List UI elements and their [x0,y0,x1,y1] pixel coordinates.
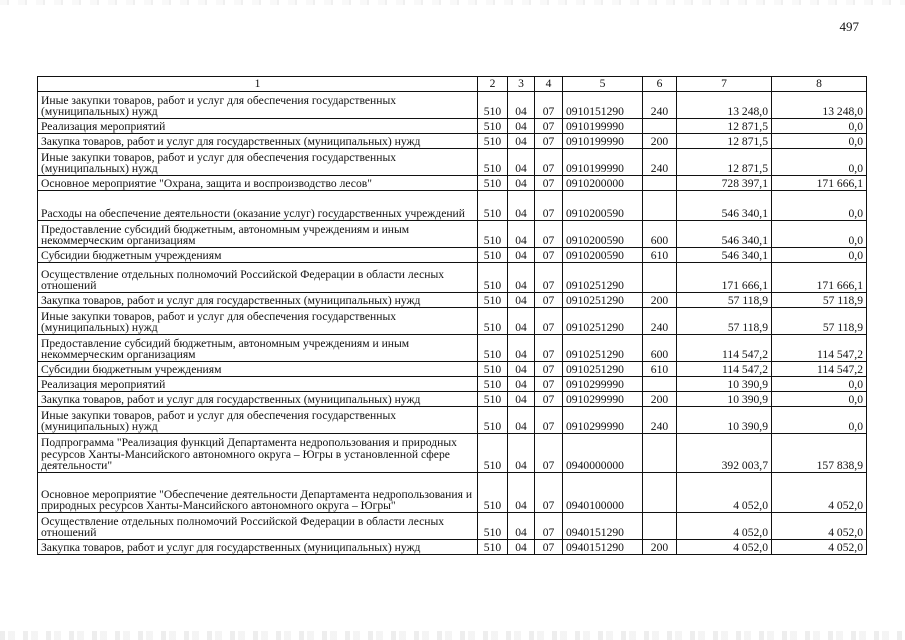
expense-type-cell: 610 [643,362,677,377]
table-row [38,513,867,540]
section-code-cell: 04 [508,473,535,513]
section-code-cell: 04 [508,407,535,434]
row-name-cell: Закупка товаров, работ и услуг для государственных (муниципальных) нужд [38,293,478,308]
table-row [38,119,867,134]
expense-type-cell: 240 [643,92,677,119]
amount-8-cell: 57 118,9 [772,293,867,308]
column-header-amount-8: 8 [772,77,867,92]
ministry-code-cell: 510 [478,149,508,176]
row-name-cell: Реализация мероприятий [38,377,478,392]
section-code-cell: 04 [508,263,535,293]
table-row [38,434,867,473]
table-row [38,149,867,176]
amount-7-cell: 546 340,1 [677,191,772,221]
section-code-cell: 04 [508,221,535,248]
target-code-cell: 0910251290 [563,308,643,335]
expense-type-cell: 200 [643,392,677,407]
expense-type-cell [643,513,677,540]
amount-8-cell: 0,0 [772,119,867,134]
amount-8-cell: 57 118,9 [772,308,867,335]
subsection-code-cell: 07 [535,149,563,176]
table-row [38,377,867,392]
amount-7-cell: 57 118,9 [677,293,772,308]
subsection-code-cell: 07 [535,221,563,248]
subsection-code-cell: 07 [535,176,563,191]
subsection-code-cell: 07 [535,92,563,119]
amount-7-cell: 114 547,2 [677,335,772,362]
ministry-code-cell: 510 [478,434,508,473]
subsection-code-cell: 07 [535,540,563,555]
expense-type-cell [643,119,677,134]
ministry-code-cell: 510 [478,248,508,263]
section-code-cell: 04 [508,377,535,392]
target-code-cell: 0940151290 [563,513,643,540]
row-name-cell: Закупка товаров, работ и услуг для государственных (муниципальных) нужд [38,392,478,407]
section-code-cell: 04 [508,434,535,473]
amount-8-cell: 0,0 [772,248,867,263]
section-code-cell: 04 [508,119,535,134]
subsection-code-cell: 07 [535,434,563,473]
column-header-expense-type: 6 [643,77,677,92]
subsection-code-cell: 07 [535,362,563,377]
row-name-cell: Основное мероприятие "Обеспечение деятельности Департамента недропользования и природных ресурсов Ханты-Мансийского автономного округа – Югры" [38,473,478,513]
ministry-code-cell: 510 [478,473,508,513]
table-row [38,248,867,263]
table-row [38,92,867,119]
subsection-code-cell: 07 [535,263,563,293]
section-code-cell: 04 [508,540,535,555]
expense-type-cell: 240 [643,308,677,335]
ministry-code-cell: 510 [478,407,508,434]
amount-8-cell: 0,0 [772,149,867,176]
target-code-cell: 0910200590 [563,191,643,221]
ministry-code-cell: 510 [478,263,508,293]
ministry-code-cell: 510 [478,377,508,392]
table-row [38,308,867,335]
target-code-cell: 0910299990 [563,407,643,434]
ministry-code-cell: 510 [478,119,508,134]
amount-7-cell: 4 052,0 [677,540,772,555]
target-code-cell: 0910251290 [563,362,643,377]
section-code-cell: 04 [508,149,535,176]
section-code-cell: 04 [508,392,535,407]
ministry-code-cell: 510 [478,92,508,119]
section-code-cell: 04 [508,191,535,221]
column-header-ministry: 2 [478,77,508,92]
target-code-cell: 0910200590 [563,248,643,263]
target-code-cell: 0910151290 [563,92,643,119]
amount-7-cell: 10 390,9 [677,392,772,407]
subsection-code-cell: 07 [535,513,563,540]
amount-7-cell: 546 340,1 [677,248,772,263]
section-code-cell: 04 [508,176,535,191]
column-header-amount-7: 7 [677,77,772,92]
scan-top-edge [0,0,905,5]
expense-type-cell [643,434,677,473]
table-row [38,335,867,362]
row-name-cell: Иные закупки товаров, работ и услуг для обеспечения государственных (муниципальных) нужд [38,92,478,119]
amount-8-cell: 157 838,9 [772,434,867,473]
expense-type-cell [643,191,677,221]
row-name-cell: Иные закупки товаров, работ и услуг для обеспечения государственных (муниципальных) нужд [38,407,478,434]
table-row [38,176,867,191]
subsection-code-cell: 07 [535,191,563,221]
table-body [38,92,867,555]
amount-8-cell: 0,0 [772,221,867,248]
expense-type-cell: 240 [643,407,677,434]
ministry-code-cell: 510 [478,540,508,555]
row-name-cell: Предоставление субсидий бюджетным, автономным учреждениям и иным некоммерческим организациям [38,335,478,362]
subsection-code-cell: 07 [535,119,563,134]
table-row [38,263,867,293]
column-header-section: 3 [508,77,535,92]
table-row [38,540,867,555]
target-code-cell: 0910251290 [563,335,643,362]
subsection-code-cell: 07 [535,308,563,335]
amount-8-cell: 4 052,0 [772,540,867,555]
subsection-code-cell: 07 [535,407,563,434]
amount-8-cell: 114 547,2 [772,362,867,377]
ministry-code-cell: 510 [478,362,508,377]
ministry-code-cell: 510 [478,335,508,362]
expense-type-cell: 600 [643,221,677,248]
amount-7-cell: 4 052,0 [677,473,772,513]
amount-7-cell: 10 390,9 [677,407,772,434]
ministry-code-cell: 510 [478,392,508,407]
expense-type-cell [643,473,677,513]
ministry-code-cell: 510 [478,134,508,149]
amount-8-cell: 0,0 [772,392,867,407]
table-row [38,221,867,248]
section-code-cell: 04 [508,308,535,335]
amount-8-cell: 171 666,1 [772,263,867,293]
row-name-cell: Закупка товаров, работ и услуг для государственных (муниципальных) нужд [38,540,478,555]
amount-8-cell: 13 248,0 [772,92,867,119]
section-code-cell: 04 [508,513,535,540]
expense-type-cell [643,377,677,392]
amount-8-cell: 0,0 [772,377,867,392]
table-row [38,407,867,434]
row-name-cell: Расходы на обеспечение деятельности (оказание услуг) государственных учреждений [38,191,478,221]
subsection-code-cell: 07 [535,392,563,407]
budget-table [37,76,867,555]
amount-7-cell: 4 052,0 [677,513,772,540]
row-name-cell: Иные закупки товаров, работ и услуг для обеспечения государственных (муниципальных) нужд [38,149,478,176]
expense-type-cell: 200 [643,293,677,308]
target-code-cell: 0910199990 [563,134,643,149]
section-code-cell: 04 [508,134,535,149]
amount-7-cell: 13 248,0 [677,92,772,119]
row-name-cell: Основное мероприятие "Охрана, защита и воспроизводство лесов" [38,176,478,191]
amount-8-cell: 4 052,0 [772,473,867,513]
target-code-cell: 0910299990 [563,377,643,392]
expense-type-cell: 600 [643,335,677,362]
section-code-cell: 04 [508,335,535,362]
target-code-cell: 0910200590 [563,221,643,248]
target-code-cell: 0910199990 [563,119,643,134]
ministry-code-cell: 510 [478,176,508,191]
table-row [38,134,867,149]
row-name-cell: Реализация мероприятий [38,119,478,134]
expense-type-cell: 200 [643,540,677,555]
subsection-code-cell: 07 [535,335,563,362]
subsection-code-cell: 07 [535,134,563,149]
page-number: 497 [839,19,859,34]
row-name-cell: Осуществление отдельных полномочий Российской Федерации в области лесных отношений [38,513,478,540]
column-header-name: 1 [38,77,478,92]
amount-8-cell: 0,0 [772,407,867,434]
target-code-cell: 0940151290 [563,540,643,555]
subsection-code-cell: 07 [535,248,563,263]
amount-8-cell: 171 666,1 [772,176,867,191]
section-code-cell: 04 [508,92,535,119]
row-name-cell: Субсидии бюджетным учреждениям [38,248,478,263]
amount-7-cell: 12 871,5 [677,149,772,176]
row-name-cell: Осуществление отдельных полномочий Российской Федерации в области лесных отношений [38,263,478,293]
table-row [38,293,867,308]
expense-type-cell [643,263,677,293]
section-code-cell: 04 [508,362,535,377]
ministry-code-cell: 510 [478,191,508,221]
subsection-code-cell: 07 [535,377,563,392]
table-row [38,362,867,377]
target-code-cell: 0910299990 [563,392,643,407]
target-code-cell: 0910251290 [563,263,643,293]
amount-8-cell: 4 052,0 [772,513,867,540]
section-code-cell: 04 [508,248,535,263]
table-row [38,392,867,407]
amount-8-cell: 0,0 [772,134,867,149]
amount-7-cell: 114 547,2 [677,362,772,377]
scan-bottom-edge [0,631,905,640]
amount-7-cell: 12 871,5 [677,134,772,149]
amount-7-cell: 728 397,1 [677,176,772,191]
target-code-cell: 0940000000 [563,434,643,473]
section-code-cell: 04 [508,293,535,308]
amount-7-cell: 12 871,5 [677,119,772,134]
table-row [38,473,867,513]
target-code-cell: 0910200000 [563,176,643,191]
subsection-code-cell: 07 [535,473,563,513]
amount-7-cell: 171 666,1 [677,263,772,293]
column-header-subsection: 4 [535,77,563,92]
subsection-code-cell: 07 [535,293,563,308]
amount-8-cell: 0,0 [772,191,867,221]
target-code-cell: 0910199990 [563,149,643,176]
table-header-row [38,77,867,92]
amount-7-cell: 57 118,9 [677,308,772,335]
expense-type-cell [643,176,677,191]
row-name-cell: Предоставление субсидий бюджетным, автономным учреждениям и иным некоммерческим организациям [38,221,478,248]
ministry-code-cell: 510 [478,293,508,308]
amount-7-cell: 546 340,1 [677,221,772,248]
expense-type-cell: 610 [643,248,677,263]
table-row [38,191,867,221]
ministry-code-cell: 510 [478,308,508,335]
amount-7-cell: 392 003,7 [677,434,772,473]
ministry-code-cell: 510 [478,221,508,248]
expense-type-cell: 200 [643,134,677,149]
amount-7-cell: 10 390,9 [677,377,772,392]
column-header-target: 5 [563,77,643,92]
row-name-cell: Субсидии бюджетным учреждениям [38,362,478,377]
target-code-cell: 0910251290 [563,293,643,308]
amount-8-cell: 114 547,2 [772,335,867,362]
target-code-cell: 0940100000 [563,473,643,513]
ministry-code-cell: 510 [478,513,508,540]
row-name-cell: Подпрограмма "Реализация функций Департамента недропользования и природных ресурсов Ханты-Мансийского автономного округа – Югры в установленной сфере деятельности" [38,434,478,473]
row-name-cell: Закупка товаров, работ и услуг для государственных (муниципальных) нужд [38,134,478,149]
expense-type-cell: 240 [643,149,677,176]
row-name-cell: Иные закупки товаров, работ и услуг для обеспечения государственных (муниципальных) нужд [38,308,478,335]
